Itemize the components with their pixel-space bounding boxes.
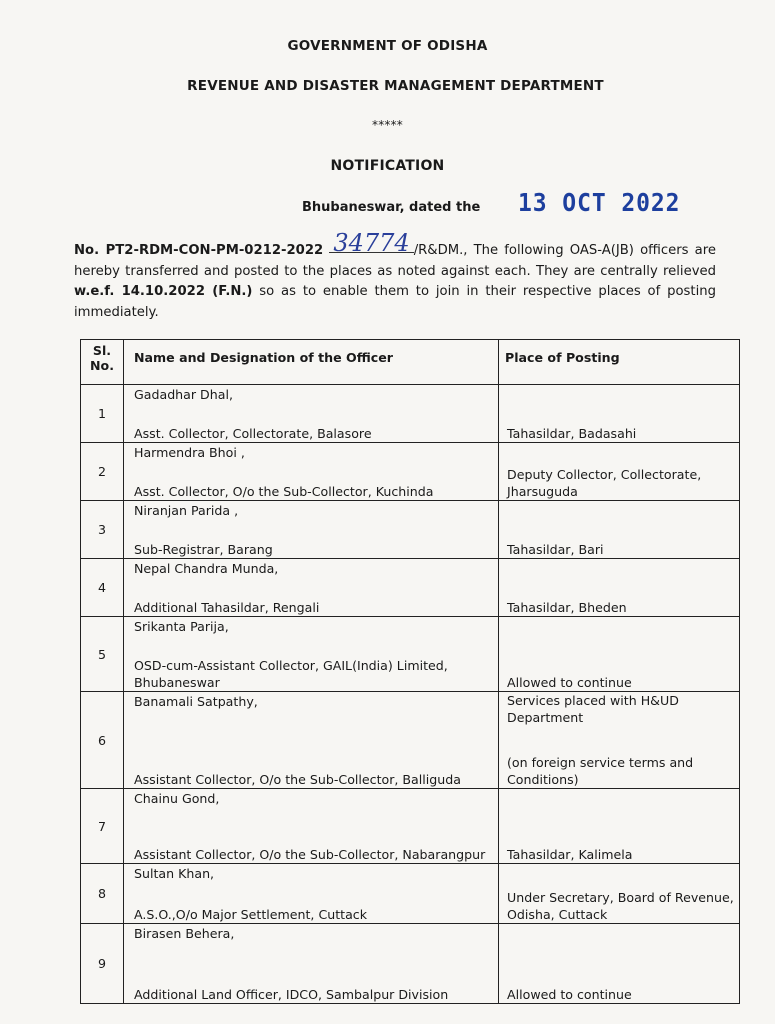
cell-sl-no: 1 xyxy=(81,385,124,443)
cell-sl-no: 9 xyxy=(81,924,124,1004)
cell-officer xyxy=(124,924,499,1004)
officer-name: Harmendra Bhoi , xyxy=(134,445,245,460)
table-body xyxy=(81,385,740,1004)
place-of-posting: Tahasildar, Bheden xyxy=(507,600,627,615)
officer-name: Birasen Behera, xyxy=(134,926,235,941)
order-paragraph xyxy=(74,229,716,323)
date-stamp: 13 OCT 2022 xyxy=(518,188,681,217)
order-text: /R&DM., The following OAS-A(JB) officers are hereby transferred and posted to the places as noted against each. They are centrally relieved xyxy=(74,243,716,279)
place-of-posting: Tahasildar, Bari xyxy=(507,542,604,557)
cell-officer xyxy=(124,864,499,924)
place-of-posting: Under Secretary, Board of Revenue, Odisha, Cuttack xyxy=(507,890,734,922)
cell-sl-no: 7 xyxy=(81,789,124,864)
cell-sl-no: 4 xyxy=(81,559,124,617)
cell-place xyxy=(499,789,740,864)
cell-place xyxy=(499,385,740,443)
header-sl-no: Sl. No. xyxy=(81,340,124,385)
officer-name: Sultan Khan, xyxy=(134,866,215,881)
cell-officer xyxy=(124,385,499,443)
department-heading: REVENUE AND DISASTER MANAGEMENT DEPARTMENT xyxy=(187,78,604,94)
order-number: No. PT2-RDM-CON-PM-0212-2022 xyxy=(74,243,324,258)
officer-designation: Assistant Collector, O/o the Sub-Collector, Nabarangpur xyxy=(134,847,486,862)
transfer-table xyxy=(80,339,740,1004)
place-of-posting: Allowed to continue xyxy=(507,987,632,1002)
place-of-posting: Tahasildar, Badasahi xyxy=(507,426,637,441)
officer-name: Chainu Gond, xyxy=(134,791,220,806)
place-note: Services placed with H&UD Department xyxy=(507,693,679,725)
cell-officer xyxy=(124,617,499,692)
table-row xyxy=(81,443,740,501)
cell-place xyxy=(499,617,740,692)
cell-officer xyxy=(124,501,499,559)
cell-sl-no: 2 xyxy=(81,443,124,501)
table-row xyxy=(81,559,740,617)
table-row xyxy=(81,864,740,924)
notification-title: NOTIFICATION xyxy=(330,158,445,174)
officer-designation: OSD-cum-Assistant Collector, GAIL(India) Limited, Bhubaneswar xyxy=(134,658,448,690)
table-row xyxy=(81,501,740,559)
table-row xyxy=(81,924,740,1004)
cell-officer xyxy=(124,692,499,789)
officer-designation: Asst. Collector, O/o the Sub-Collector, Kuchinda xyxy=(134,484,434,499)
place-of-posting: Allowed to continue xyxy=(507,675,632,690)
order-text-rest: so as to enable them to join in their respective places of posting immediately. xyxy=(74,284,716,320)
cell-sl-no: 6 xyxy=(81,692,124,789)
cell-place xyxy=(499,692,740,789)
place-of-posting: Tahasildar, Kalimela xyxy=(507,847,633,862)
header-place: Place of Posting xyxy=(499,340,740,385)
cell-officer xyxy=(124,559,499,617)
government-heading: GOVERNMENT OF ODISHA xyxy=(287,38,488,54)
table-row xyxy=(81,617,740,692)
officer-designation: A.S.O.,O/o Major Settlement, Cuttack xyxy=(134,907,368,922)
table-row xyxy=(81,385,740,443)
cell-place xyxy=(499,501,740,559)
cell-officer xyxy=(124,443,499,501)
officer-name: Banamali Satpathy, xyxy=(134,694,258,709)
place-of-posting: (on foreign service terms and Conditions) xyxy=(507,755,694,787)
handwritten-number: 34774 xyxy=(329,234,413,253)
cell-sl-no: 8 xyxy=(81,864,124,924)
dated-label: Bhubaneswar, dated the xyxy=(302,200,481,215)
order-wef: w.e.f. 14.10.2022 (F.N.) xyxy=(74,284,253,299)
officer-designation: Additional Land Officer, IDCO, Sambalpur Division xyxy=(134,987,449,1002)
officer-designation: Asst. Collector, Collectorate, Balasore xyxy=(134,426,372,441)
officer-name: Srikanta Parija, xyxy=(134,619,229,634)
header-name: Name and Designation of the Officer xyxy=(124,340,499,385)
cell-place xyxy=(499,924,740,1004)
cell-sl-no: 3 xyxy=(81,501,124,559)
cell-place xyxy=(499,864,740,924)
officer-name: Nepal Chandra Munda, xyxy=(134,561,279,576)
officer-designation: Assistant Collector, O/o the Sub-Collector, Balliguda xyxy=(134,772,461,787)
table-row xyxy=(81,692,740,789)
officer-name: Gadadhar Dhal, xyxy=(134,387,233,402)
officer-designation: Sub-Registrar, Barang xyxy=(134,542,273,557)
cell-place xyxy=(499,559,740,617)
officer-name: Niranjan Parida , xyxy=(134,503,239,518)
cell-officer xyxy=(124,789,499,864)
table-row xyxy=(81,789,740,864)
table-header-row xyxy=(81,340,740,385)
place-of-posting: Deputy Collector, Collectorate, Jharsuguda xyxy=(507,467,702,499)
cell-sl-no: 5 xyxy=(81,617,124,692)
officer-designation: Additional Tahasildar, Rengali xyxy=(134,600,320,615)
cell-place xyxy=(499,443,740,501)
separator-stars: ***** xyxy=(372,118,403,132)
